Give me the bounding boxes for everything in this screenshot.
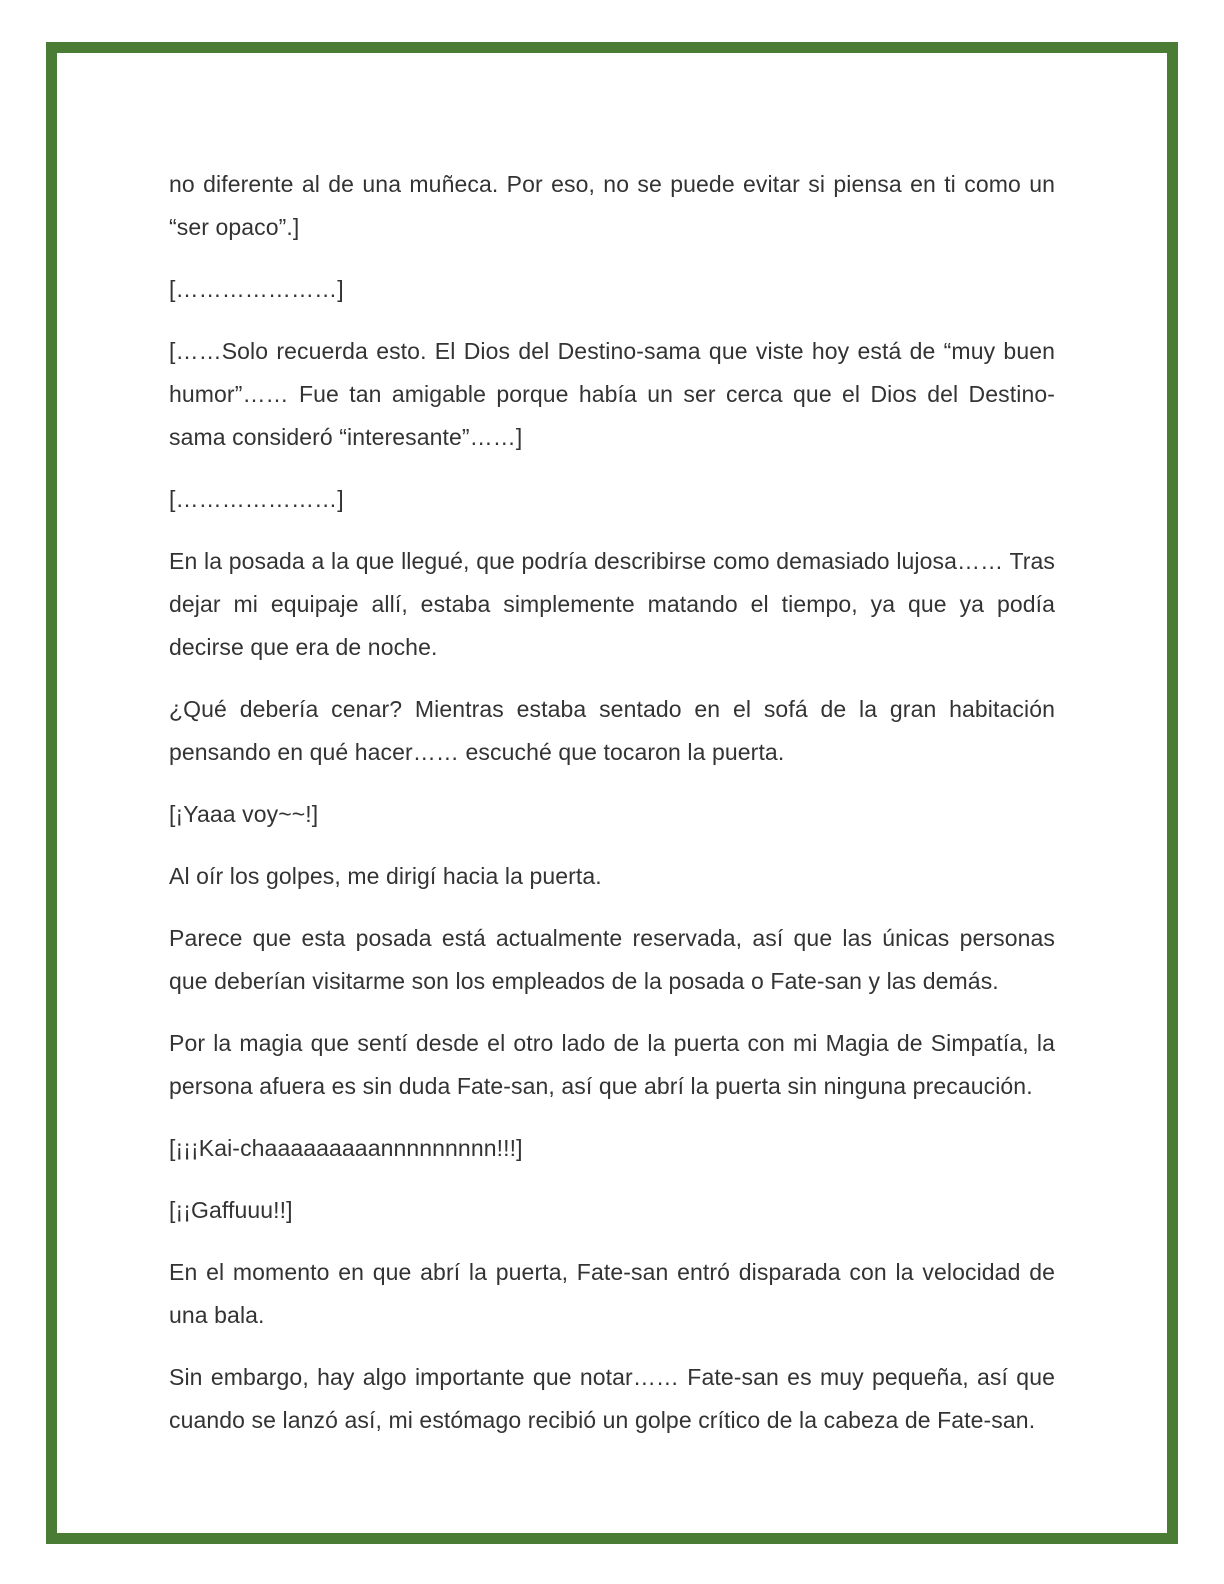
paragraph: Sin embargo, hay algo importante que notar…… Fate-san es muy pequeña, así que cuando se lanzó así, mi estómago recibió un golpe crítico de la cabeza de Fate-san. [169, 1364, 1055, 1433]
paragraph: […………………] [169, 486, 344, 512]
paragraph: Por la magia que sentí desde el otro lado de la puerta con mi Magia de Simpatía, la persona afuera es sin duda Fate-san, así que abrí la puerta sin ninguna precaución. [169, 1030, 1055, 1099]
paragraph: […………………] [169, 276, 344, 302]
page-border-frame [46, 42, 1178, 1544]
document-body [169, 163, 1055, 1461]
paragraph: [¡Yaaa voy~~!] [169, 801, 319, 827]
paragraph: [¡¡¡Kai-chaaaaaaaaannnnnnnnn!!!] [169, 1135, 523, 1161]
paragraph: Parece que esta posada está actualmente reservada, así que las únicas personas que deberían visitarme son los empleados de la posada o Fate-san y las demás. [169, 925, 1055, 994]
paragraph: En la posada a la que llegué, que podría describirse como demasiado lujosa…… Tras dejar mi equipaje allí, estaba simplemente matando el tiempo, ya que ya podía decirse que era de noche. [169, 548, 1055, 660]
paragraph: [¡¡Gaffuuu!!] [169, 1197, 293, 1223]
paragraph: [……Solo recuerda esto. El Dios del Destino-sama que viste hoy está de “muy buen humor”…… Fue tan amigable porque había un ser cerca que el Dios del Destino-sama consideró “interesante”……] [169, 338, 1055, 450]
paragraph: no diferente al de una muñeca. Por eso, no se puede evitar si piensa en ti como un “ser opaco”.] [169, 171, 1055, 240]
paragraph: Al oír los golpes, me dirigí hacia la puerta. [169, 863, 602, 889]
paragraph: En el momento en que abrí la puerta, Fate-san entró disparada con la velocidad de una bala. [169, 1259, 1055, 1328]
paragraph: ¿Qué debería cenar? Mientras estaba sentado en el sofá de la gran habitación pensando en qué hacer…… escuché que tocaron la puerta. [169, 696, 1055, 765]
